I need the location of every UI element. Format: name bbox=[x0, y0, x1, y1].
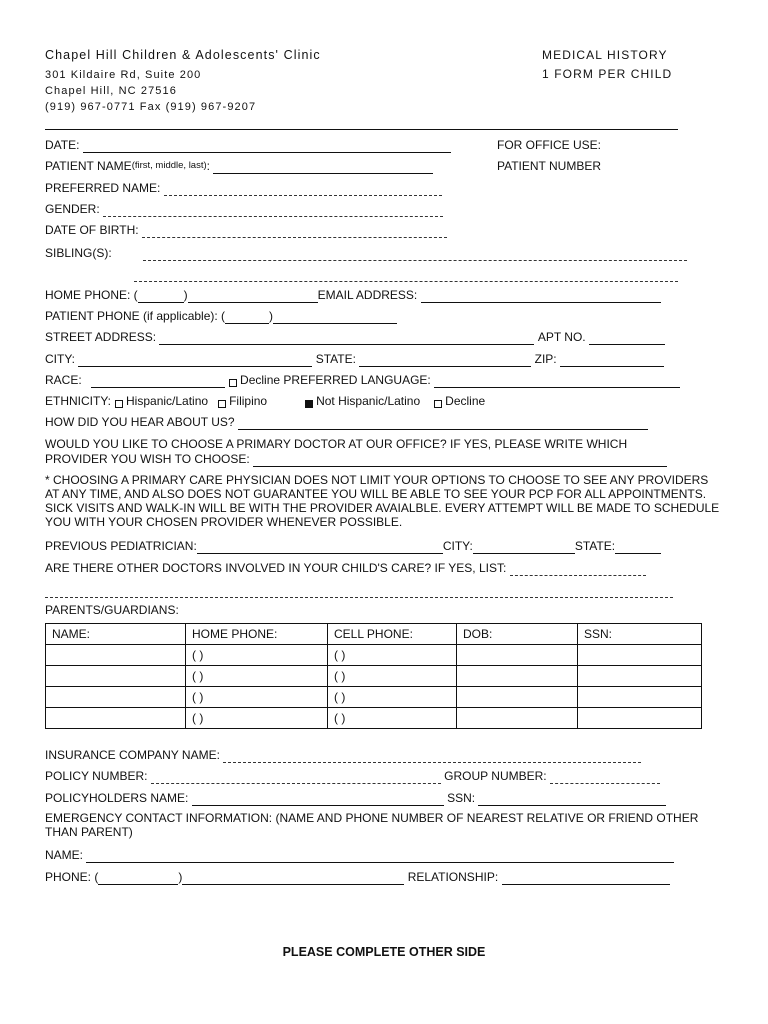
other-doctors-row-2 bbox=[45, 582, 673, 598]
primary-doctor-row-2 bbox=[45, 451, 667, 467]
guardian-dob-cell[interactable] bbox=[457, 708, 578, 729]
insurance-company-field[interactable] bbox=[223, 750, 641, 763]
emergency-phone-label: PHONE: ( bbox=[45, 870, 99, 884]
state-label: STATE: bbox=[315, 352, 356, 366]
policyholder-field[interactable] bbox=[192, 793, 444, 806]
siblings-label: SIBLING(S): bbox=[45, 246, 112, 260]
clinic-name: Chapel Hill Children & Adolescents' Clinic bbox=[45, 48, 321, 62]
col-ssn: SSN: bbox=[578, 624, 702, 645]
siblings-row-2 bbox=[134, 266, 678, 282]
city-field[interactable] bbox=[78, 354, 312, 367]
gender-label: GENDER: bbox=[45, 202, 100, 216]
siblings-field-2[interactable] bbox=[134, 269, 678, 282]
date-field[interactable] bbox=[83, 140, 451, 153]
preferred-name-field[interactable] bbox=[164, 183, 442, 196]
col-home-phone: HOME PHONE: bbox=[186, 624, 328, 645]
email-field[interactable] bbox=[421, 290, 661, 303]
home-phone-label: HOME PHONE: ( bbox=[45, 288, 138, 302]
prev-pediatrician-label: PREVIOUS PEDIATRICIAN: bbox=[45, 539, 197, 553]
policyholder-ssn-label: SSN: bbox=[447, 791, 476, 805]
apt-field[interactable] bbox=[589, 332, 665, 345]
guardian-dob-cell[interactable] bbox=[457, 666, 578, 687]
guardian-cell-phone-cell[interactable]: ( ) bbox=[328, 708, 457, 729]
guardian-home-phone-cell[interactable]: ( ) bbox=[186, 708, 328, 729]
phone-fax: (919) 967-0771 Fax (919) 967-9207 bbox=[45, 101, 257, 113]
guardian-cell-phone-cell[interactable]: ( ) bbox=[328, 687, 457, 708]
group-number-label: GROUP NUMBER: bbox=[444, 769, 547, 783]
patient-number-label: PATIENT NUMBER bbox=[497, 159, 602, 173]
home-phone-field[interactable] bbox=[188, 290, 318, 303]
siblings-field-1[interactable] bbox=[143, 248, 687, 261]
guardians-label: PARENTS/GUARDIANS: bbox=[45, 603, 179, 617]
patient-name-hint: (first, middle, last) bbox=[131, 160, 207, 171]
hear-about-field[interactable] bbox=[238, 417, 648, 430]
group-number-field[interactable] bbox=[550, 771, 660, 784]
emergency-phone-row bbox=[45, 869, 670, 885]
preferred-language-label: PREFERRED LANGUAGE: bbox=[283, 373, 431, 387]
form-header bbox=[542, 48, 672, 86]
policy-number-label: POLICY NUMBER: bbox=[45, 769, 148, 783]
guardian-name-cell[interactable] bbox=[46, 687, 186, 708]
header-divider bbox=[45, 129, 678, 130]
dob-row bbox=[45, 222, 447, 238]
table-row bbox=[46, 666, 702, 687]
prev-pediatrician-field[interactable] bbox=[197, 541, 443, 554]
table-row bbox=[46, 645, 702, 666]
patient-phone-field[interactable] bbox=[273, 311, 397, 324]
patient-name-field[interactable] bbox=[213, 161, 433, 174]
guardian-ssn-cell[interactable] bbox=[578, 708, 702, 729]
other-doctors-field-2[interactable] bbox=[45, 585, 673, 598]
emergency-name-label: NAME: bbox=[45, 848, 84, 862]
prev-ped-state-field[interactable] bbox=[615, 541, 661, 554]
insurance-company-row bbox=[45, 747, 641, 763]
ethnicity-not-hispanic-label: Not Hispanic/Latino bbox=[316, 394, 421, 408]
other-doctors-label: ARE THERE OTHER DOCTORS INVOLVED IN YOUR CHILD'S CARE? IF YES, LIST: bbox=[45, 561, 507, 575]
address-line2: Chapel Hill, NC 27516 bbox=[45, 85, 177, 97]
home-phone-area[interactable] bbox=[138, 290, 184, 303]
guardian-name-cell[interactable] bbox=[46, 645, 186, 666]
city-label: CITY: bbox=[45, 352, 76, 366]
preferred-language-field[interactable] bbox=[434, 375, 680, 388]
guardian-ssn-cell[interactable] bbox=[578, 687, 702, 708]
col-cell-phone: CELL PHONE: bbox=[328, 624, 457, 645]
street-row bbox=[45, 329, 665, 345]
address-line1: 301 Kildaire Rd, Suite 200 bbox=[45, 69, 202, 81]
policy-number-field[interactable] bbox=[151, 771, 441, 784]
clinic-header bbox=[45, 48, 321, 115]
col-name: NAME: bbox=[46, 624, 186, 645]
guardian-dob-cell[interactable] bbox=[457, 687, 578, 708]
guardian-cell-phone-cell[interactable]: ( ) bbox=[328, 666, 457, 687]
ethnicity-filipino-checkbox[interactable] bbox=[218, 400, 226, 408]
emergency-phone-field[interactable] bbox=[182, 872, 404, 885]
ethnicity-filipino-label: Filipino bbox=[229, 394, 268, 408]
prev-ped-state-label: STATE: bbox=[574, 539, 616, 553]
primary-doctor-label: PROVIDER YOU WISH TO CHOOSE: bbox=[45, 452, 250, 466]
policyholder-row bbox=[45, 790, 666, 806]
apt-label: APT NO. bbox=[537, 330, 586, 344]
policyholder-ssn-field[interactable] bbox=[478, 793, 666, 806]
prev-ped-city-label: CITY: bbox=[442, 539, 473, 553]
zip-field[interactable] bbox=[560, 354, 664, 367]
patient-phone-area[interactable] bbox=[225, 311, 269, 324]
ethnicity-label: ETHNICITY: bbox=[45, 394, 112, 408]
race-field[interactable] bbox=[91, 375, 225, 388]
date-row bbox=[45, 137, 451, 153]
emergency-name-row bbox=[45, 847, 674, 863]
state-field[interactable] bbox=[359, 354, 531, 367]
guardian-home-phone-cell[interactable]: ( ) bbox=[186, 645, 328, 666]
relationship-label: RELATIONSHIP: bbox=[407, 870, 499, 884]
guardian-home-phone-cell[interactable]: ( ) bbox=[186, 687, 328, 708]
patient-name-colon: : bbox=[206, 159, 210, 173]
form-subtitle: 1 FORM PER CHILD bbox=[542, 67, 673, 81]
home-phone-row bbox=[45, 287, 661, 303]
emergency-phone-paren: ) bbox=[178, 870, 183, 884]
guardian-name-cell[interactable] bbox=[46, 708, 186, 729]
emergency-name-field[interactable] bbox=[86, 850, 674, 863]
siblings-row bbox=[45, 245, 687, 261]
gender-row bbox=[45, 201, 443, 217]
policy-row bbox=[45, 768, 660, 784]
primary-doctor-row-1 bbox=[45, 436, 627, 452]
guardian-dob-cell[interactable] bbox=[457, 645, 578, 666]
date-label: DATE: bbox=[45, 138, 80, 152]
guardians-table bbox=[45, 623, 702, 729]
emergency-phone-area[interactable] bbox=[98, 872, 178, 885]
primary-doctor-question: WOULD YOU LIKE TO CHOOSE A PRIMARY DOCTOR AT OUR OFFICE? IF YES, PLEASE WRITE WHICH bbox=[45, 437, 628, 451]
ethnicity-hispanic-label: Hispanic/Latino bbox=[126, 394, 209, 408]
complete-other-side-note: PLEASE COMPLETE OTHER SIDE bbox=[282, 945, 486, 959]
relationship-field[interactable] bbox=[502, 872, 670, 885]
policyholder-label: POLICYHOLDERS NAME: bbox=[45, 791, 189, 805]
hear-about-label: HOW DID YOU HEAR ABOUT US? bbox=[45, 415, 235, 429]
patient-name-row bbox=[45, 158, 433, 174]
prev-ped-city-field[interactable] bbox=[473, 541, 575, 554]
emergency-contact-label: EMERGENCY CONTACT INFORMATION: (NAME AND PHONE NUMBER OF NEAREST RELATIVE OR FRIEND OTHER THAN PARENT) bbox=[45, 811, 699, 839]
race-label: RACE: bbox=[45, 373, 82, 387]
patient-phone-row bbox=[45, 308, 397, 324]
preferred-name-row bbox=[45, 180, 442, 196]
guardian-name-cell[interactable] bbox=[46, 666, 186, 687]
pcp-disclaimer: * CHOOSING A PRIMARY CARE PHYSICIAN DOES NOT LIMIT YOUR OPTIONS TO CHOOSE TO SEE ANY PROVIDERS AT ANY TIME, AND ALSO DOES NOT GUARANTEE YOU WILL BE ABLE TO SEE YOUR PCP FOR ALL APPOINTMENTS. SICK VISITS AND WALK-IN WILL BE WITH THE PROVIDER AVAIALBLE. EVERY ATTEMPT WILL BE MADE TO SCHEDULE YOU WITH YOUR CHOSEN PROVIDER WHENEVER POSSIBLE. bbox=[45, 473, 720, 529]
home-phone-paren: ) bbox=[183, 288, 188, 302]
form-title: MEDICAL HISTORY bbox=[542, 48, 668, 62]
ethnicity-not-hispanic-checkbox[interactable] bbox=[305, 400, 313, 408]
dob-label: DATE OF BIRTH: bbox=[45, 223, 139, 237]
patient-name-label: PATIENT NAME bbox=[45, 159, 132, 173]
col-dob: DOB: bbox=[457, 624, 578, 645]
prev-pediatrician-row bbox=[45, 538, 661, 554]
guardian-cell-phone-cell[interactable]: ( ) bbox=[328, 645, 457, 666]
patient-phone-label: PATIENT PHONE (if applicable): ( bbox=[45, 309, 226, 323]
hear-about-row bbox=[45, 414, 648, 430]
primary-doctor-field[interactable] bbox=[253, 454, 667, 467]
guardians-header-row bbox=[46, 624, 702, 645]
insurance-company-label: INSURANCE COMPANY NAME: bbox=[45, 748, 220, 762]
race-decline-checkbox[interactable] bbox=[229, 379, 237, 387]
office-use-label: FOR OFFICE USE: bbox=[497, 138, 602, 152]
street-field[interactable] bbox=[159, 332, 534, 345]
table-row bbox=[46, 708, 702, 729]
guardian-ssn-cell[interactable] bbox=[578, 666, 702, 687]
ethnicity-hispanic-checkbox[interactable] bbox=[115, 400, 123, 408]
guardian-home-phone-cell[interactable]: ( ) bbox=[186, 666, 328, 687]
city-row bbox=[45, 351, 664, 367]
gender-field[interactable] bbox=[103, 204, 443, 217]
race-decline-label: Decline bbox=[240, 373, 281, 387]
street-label: STREET ADDRESS: bbox=[45, 330, 157, 344]
email-label: EMAIL ADDRESS: bbox=[317, 288, 418, 302]
race-row bbox=[45, 372, 680, 388]
table-row bbox=[46, 687, 702, 708]
dob-field[interactable] bbox=[142, 225, 447, 238]
preferred-name-label: PREFERRED NAME: bbox=[45, 181, 161, 195]
ethnicity-decline-label: Decline bbox=[445, 394, 486, 408]
ethnicity-row bbox=[45, 393, 485, 409]
patient-phone-paren: ) bbox=[269, 309, 274, 323]
other-doctors-row bbox=[45, 560, 646, 576]
other-doctors-field[interactable] bbox=[510, 563, 646, 576]
ethnicity-decline-checkbox[interactable] bbox=[434, 400, 442, 408]
guardian-ssn-cell[interactable] bbox=[578, 645, 702, 666]
zip-label: ZIP: bbox=[534, 352, 557, 366]
